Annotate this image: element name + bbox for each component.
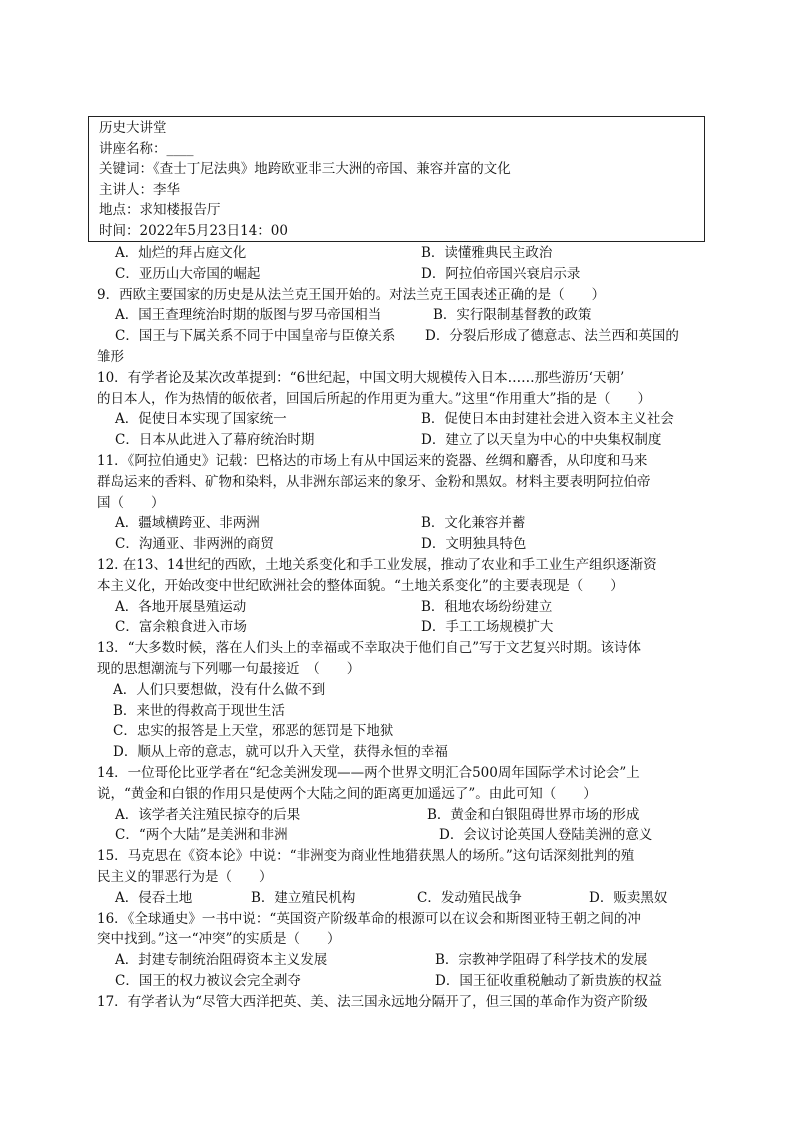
q14-stem-line1: 14．一位哥伦比亚学者在“纪念美洲发现——两个世界文明汇合500周年国际学术讨论会”上 — [97, 764, 640, 781]
q16-option-a: A．封建专制统治阻碍资本主义发展 — [115, 952, 328, 969]
q16-option-c: C．国王的权力被议会完全剥夺 — [115, 972, 301, 989]
lecture-venue: 地点：求知楼报告厅 — [99, 202, 221, 219]
lecture-info-box — [88, 116, 705, 242]
q11-stem-line2: 群岛运来的香料、矿物和染料，从非洲东部运来的象牙、金粉和黑奴。材料主要表明阿拉伯帝 — [97, 473, 651, 490]
q11-options-row2 — [97, 534, 709, 555]
q9-stem: 9．西欧主要国家的历史是从法兰克王国开始的。对法兰克王国表述正确的是（ ） — [97, 286, 606, 303]
q16-stem-line2: 突中找到。”这一“冲突”的实质是（ ） — [97, 931, 341, 948]
q10-option-d: D．建立了以天皇为中心的中央集权制度 — [421, 432, 662, 449]
q10-option-c: C．日本从此进入了幕府统治时期 — [115, 432, 315, 449]
q11-options-row1 — [97, 513, 709, 534]
q9-options-row1 — [97, 305, 709, 326]
lecture-name-blank: 讲座名称：____ — [99, 140, 194, 157]
q15-option-b: B．建立殖民机构 — [251, 889, 356, 906]
q11-stem-line3: 国（ ） — [97, 494, 165, 511]
q14-option-a: A．该学者关注殖民掠夺的后果 — [115, 806, 301, 823]
q16-options-row2 — [97, 971, 709, 992]
q12-options-row1 — [97, 597, 709, 618]
q14-options-row1 — [97, 805, 709, 826]
q15-options-row — [97, 888, 709, 909]
lecture-speaker: 主讲人：李华 — [99, 181, 180, 198]
q8-option-c: C．亚历山大帝国的崛起 — [115, 265, 261, 282]
q9-options-row2 — [97, 326, 709, 347]
q17-stem-line1: 17．有学者认为“尽管大西洋把英、美、法三国永远地分隔开了，但三国的革命作为资产阶级 — [97, 993, 648, 1010]
q14-options-row2 — [97, 825, 709, 846]
q13-option-a: A．人们只要想做，没有什么做不到 — [113, 681, 326, 698]
q16-option-d: D．国王征收重税触动了新贵族的权益 — [435, 972, 662, 989]
q12-options-row2 — [97, 617, 709, 638]
q10-options-row2 — [97, 430, 709, 451]
q12-option-b: B．租地农场纷纷建立 — [421, 598, 553, 615]
q14-option-c: C．“两个大陆”是美洲和非洲 — [115, 827, 288, 844]
q10-stem-line1: 10．有学者论及某次改革提到：“6世纪起，中国文明大规模传入日本……那些游历‘天朝’ — [97, 369, 625, 386]
q11-stem-line1: 11．《阿拉伯通史》记载：巴格达的市场上有从中国运来的瓷器、丝绸和麝香，从印度和马来 — [97, 452, 648, 469]
q8-option-d: D．阿拉伯帝国兴衰启示录 — [421, 265, 581, 282]
q14-option-d: D．会议讨论英国人登陆美洲的意义 — [439, 827, 653, 844]
q15-option-d: D．贩卖黑奴 — [589, 889, 668, 906]
q11-option-b: B．文化兼容并蓄 — [421, 515, 526, 532]
q13-option-d: D．顺从上帝的意志，就可以升入天堂，获得永恒的幸福 — [113, 744, 448, 761]
q13-stem-line2: 现的思想潮流与下列哪一句最接近 （ ） — [97, 660, 361, 677]
q11-option-d: D．文明独具特色 — [421, 536, 527, 553]
q11-option-c: C．沟通亚、非两洲的商贸 — [115, 536, 274, 553]
q12-stem-line2: 本主义化，开始改变中世纪欧洲社会的整体面貌。“土地关系变化”的主要表现是（ ） — [97, 577, 624, 594]
q15-option-c: C．发动殖民战争 — [417, 889, 522, 906]
q13-option-c: C．忠实的报答是上天堂，邪恶的惩罚是下地狱 — [113, 723, 394, 740]
q10-options-row1 — [97, 409, 709, 430]
q12-option-a: A．各地开展垦殖运动 — [115, 598, 247, 615]
q8-options-row2 — [97, 264, 709, 285]
q15-stem-line1: 15．马克思在《资本论》中说：“非洲变为商业性地猎获黑人的场所。”这句话深刻批判的殖 — [97, 848, 635, 865]
q9-option-a: A．国王查理统治时期的版图与罗马帝国相当 — [115, 307, 382, 324]
q10-option-a: A．促使日本实现了国家统一 — [115, 411, 287, 428]
q16-option-b: B．宗教神学阻碍了科学技术的发展 — [435, 952, 648, 969]
q11-option-a: A．疆域横跨亚、非两洲 — [115, 515, 260, 532]
q9-option-d-continued: 雏形 — [97, 348, 124, 365]
q8-option-a: A．灿烂的拜占庭文化 — [115, 245, 247, 261]
q8-options-row1 — [97, 243, 709, 264]
q15-stem-line2: 民主义的罪恶行为是（ ） — [97, 868, 273, 885]
q12-option-c: C．富余粮食进入市场 — [115, 619, 247, 636]
q14-option-b: B．黄金和白银阻碍世界市场的形成 — [427, 806, 640, 823]
q16-options-row1 — [97, 950, 709, 971]
q14-stem-line2: 说，“黄金和白银的作用只是使两个大陆之间的距离更加遥远了”。由此可知（ ） — [97, 785, 597, 802]
q9-option-b: B．实行限制基督教的政策 — [433, 307, 592, 324]
q12-option-d: D．手工工场规模扩大 — [421, 619, 554, 636]
q15-option-a: A．侵吞土地 — [115, 889, 193, 906]
q10-stem-line2: 的日本人，作为热情的皈依者，回国后所起的作用更为重大。”这里“作用重大”指的是（ ） — [97, 390, 651, 407]
q13-stem-line1: 13．“大多数时候，落在人们头上的幸福或不幸取决于他们自己”写于文艺复兴时期。该诗体 — [97, 640, 641, 657]
q10-option-b: B．促使日本由封建社会进入资本主义社会 — [421, 411, 674, 428]
q13-option-b: B．来世的得救高于现世生活 — [113, 702, 285, 719]
lecture-keywords: 关键词：《查士丁尼法典》地跨欧亚非三大洲的帝国、兼容并富的文化 — [99, 161, 511, 178]
lecture-time: 时间：2022年5月23日14：00 — [99, 222, 288, 239]
q8-option-b: B．读懂雅典民主政治 — [421, 245, 553, 261]
q12-stem-line1: 12. 在13、14世纪的西欧，土地关系变化和手工业发展，推动了农业和手工业生产组织逐渐资 — [97, 556, 657, 573]
q9-option-c: C．国王与下属关系不同于中国皇帝与臣僚关系 — [115, 328, 396, 345]
lecture-title: 历史大讲堂 — [99, 120, 167, 136]
question-list — [97, 243, 709, 1012]
q9-option-d: D．分裂后形成了德意志、法兰西和英国的 — [425, 328, 679, 345]
q16-stem-line1: 16．《全球通史》一书中说：“英国资产阶级革命的根源可以在议会和斯图亚特王朝之间的冲 — [97, 910, 641, 927]
